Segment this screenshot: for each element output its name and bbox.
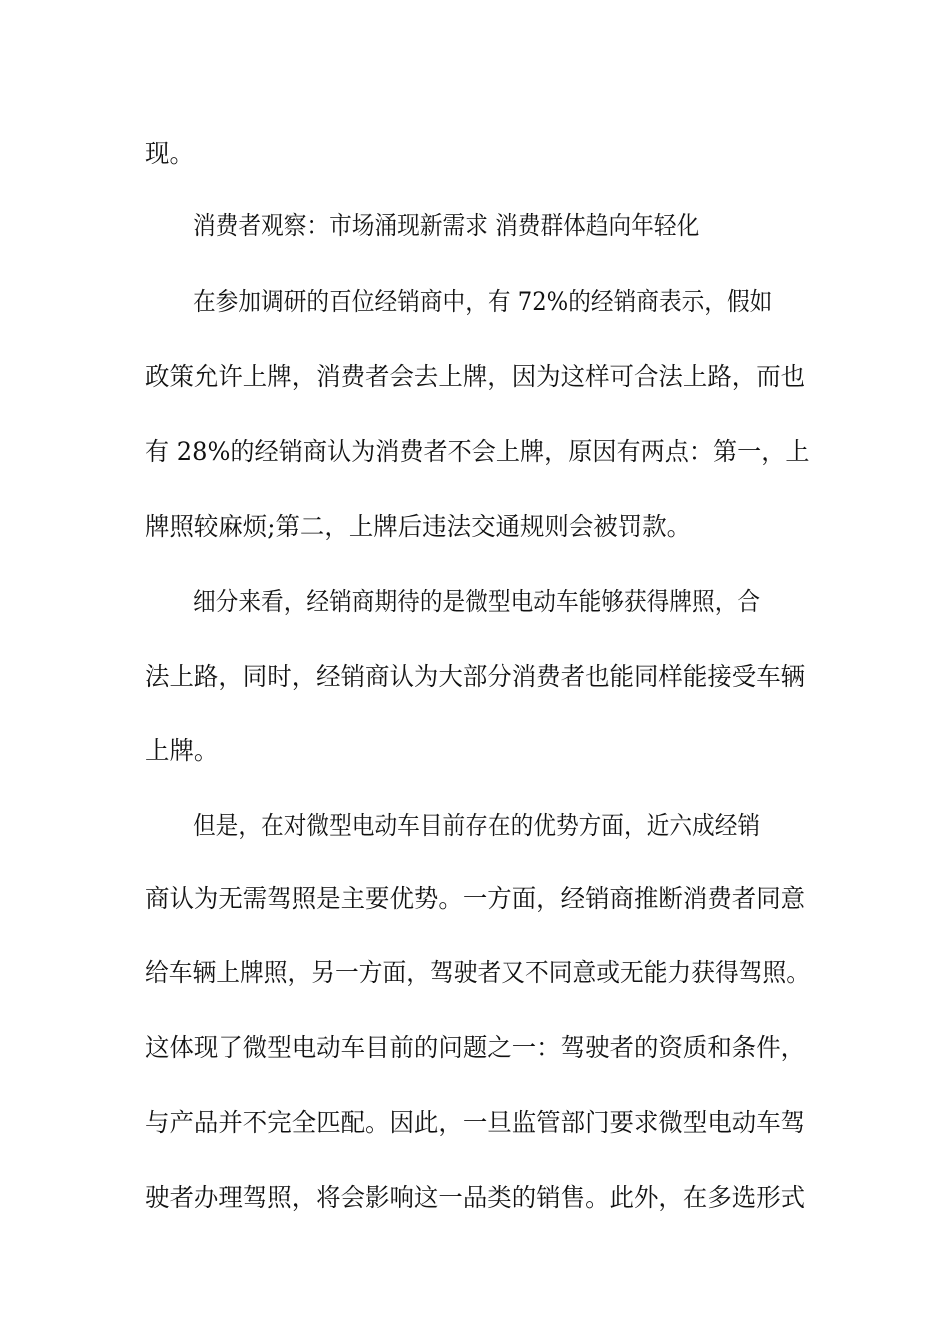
text-line-10: 但是，在对微型电动车目前存在的优势方面，近六成经销 xyxy=(193,811,761,840)
text-line-8: 法上路，同时，经销商认为大部分消费者也能同样能接受车辆 xyxy=(145,662,806,691)
text-line-14: 与产品并不完全匹配。因此，一旦监管部门要求微型电动车驾 xyxy=(145,1108,806,1137)
text-line-1: 现。 xyxy=(145,139,194,168)
text-line-11: 商认为无需驾照是主要优势。一方面，经销商推断消费者同意 xyxy=(145,884,806,913)
text-line-9: 上牌。 xyxy=(145,736,219,765)
text-line-7: 细分来看，经销商期待的是微型电动车能够获得牌照，合 xyxy=(193,587,761,616)
text-line-5: 有 28%的经销商认为消费者不会上牌，原因有两点：第一，上 xyxy=(145,437,810,466)
text-line-4: 政策允许上牌，消费者会去上牌，因为这样可合法上路，而也 xyxy=(145,362,806,391)
text-line-12: 给车辆上牌照，另一方面，驾驶者又不同意或无能力获得驾照。 xyxy=(145,958,811,987)
section-heading: 消费者观察：市场涌现新需求 消费群体趋向年轻化 xyxy=(193,211,700,240)
text-line-6: 牌照较麻烦;第二，上牌后违法交通规则会被罚款。 xyxy=(145,512,692,541)
text-line-13: 这体现了微型电动车目前的问题之一：驾驶者的资质和条件， xyxy=(145,1033,806,1062)
text-line-3: 在参加调研的百位经销商中，有 72%的经销商表示，假如 xyxy=(193,287,773,316)
text-line-15: 驶者办理驾照，将会影响这一品类的销售。此外，在多选形式 xyxy=(145,1183,806,1212)
